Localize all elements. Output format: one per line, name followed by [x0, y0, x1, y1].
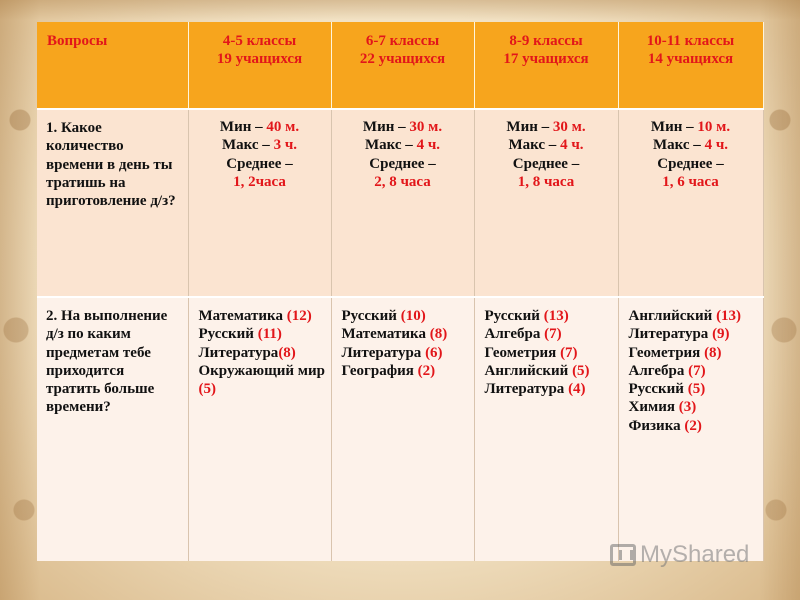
subject-name: Русский — [198, 326, 254, 343]
subject-count: (5) — [198, 381, 216, 398]
min-value: 30 м. — [552, 119, 586, 135]
header-group-cell — [331, 22, 474, 109]
subject-name: Физика — [628, 417, 681, 434]
subjects-cell — [331, 297, 474, 561]
max-value: 4 ч. — [560, 137, 584, 154]
subjects-cell — [618, 297, 763, 561]
avg-label: Среднее – — [226, 155, 293, 172]
time-cell — [331, 109, 474, 297]
time-cell — [618, 109, 763, 297]
header-group-cell — [188, 22, 331, 109]
avg-label: Среднее – — [657, 155, 724, 172]
min-value: 30 м. — [409, 119, 443, 135]
subject-count: (7) — [544, 326, 562, 343]
subject-name: Литература — [198, 344, 279, 361]
table-row-subjects — [37, 297, 763, 561]
subject-count: (13) — [543, 308, 569, 324]
header-students: 17 учащихся — [503, 51, 589, 68]
subject-name: Математика — [341, 326, 426, 343]
min-label: Мин – — [650, 119, 698, 135]
table-row-time — [37, 109, 763, 297]
subjects-cell — [474, 297, 618, 561]
subject-name: Геометрия — [628, 344, 701, 361]
max-value: 4 ч. — [416, 137, 441, 154]
header-grade: 8-9 классы — [509, 33, 583, 49]
subject-count: (2) — [417, 362, 436, 379]
header-grade: 10-11 классы — [646, 33, 735, 49]
min-label: Мин – — [362, 119, 410, 135]
min-value: 40 м. — [266, 119, 300, 135]
subject-count: (5) — [687, 381, 706, 398]
subject-name: Алгебра — [628, 362, 685, 379]
header-students: 19 учащихся — [216, 51, 303, 68]
subject-name: Алгебра — [484, 326, 541, 343]
time-cell — [474, 109, 618, 297]
subject-name: Геометрия — [484, 344, 557, 361]
avg-label: Среднее – — [369, 155, 436, 172]
subject-name: Литература — [484, 381, 565, 398]
ornament-left — [0, 0, 40, 600]
ornament-top — [0, 0, 800, 20]
subject-name: Окружающий мир — [198, 362, 325, 379]
subject-count: (9) — [712, 326, 730, 343]
avg-value: 1, 2часа — [233, 173, 286, 190]
max-label: Макс – — [508, 137, 561, 154]
header-questions-cell — [37, 22, 188, 109]
subject-count: (7) — [560, 344, 578, 361]
max-value: 4 ч. — [704, 137, 729, 154]
min-label: Мин – — [219, 119, 267, 135]
max-label: Макс – — [364, 137, 417, 154]
min-label: Мин – — [506, 119, 553, 135]
question-cell — [37, 297, 188, 561]
subject-count: (5) — [572, 362, 590, 379]
subject-count: (8) — [704, 344, 722, 361]
subject-name: Математика — [198, 308, 283, 324]
subject-name: Литература — [341, 344, 422, 361]
question-text: 1. Какое количество времени в день ты тратишь на приготовление д/з? — [46, 120, 176, 210]
ornament-right — [760, 0, 800, 600]
header-grade: 6-7 классы — [365, 33, 440, 49]
subject-count: (4) — [568, 381, 586, 398]
subject-count: (8) — [429, 326, 448, 343]
avg-value: 1, 8 часа — [517, 173, 575, 190]
time-cell — [188, 109, 331, 297]
avg-value: 2, 8 часа — [374, 173, 431, 190]
max-label: Макс – — [652, 137, 705, 154]
header-group-cell — [618, 22, 763, 109]
min-value: 10 м. — [697, 119, 731, 135]
header-students: 14 учащихся — [647, 51, 734, 68]
watermark-text: MyShared — [640, 541, 750, 568]
question-cell — [37, 109, 188, 297]
subject-count: (10) — [400, 308, 426, 324]
subject-name: Русский — [484, 308, 540, 324]
subject-count: (2) — [684, 417, 702, 434]
watermark — [610, 540, 760, 570]
question-text: 2. На выполнение д/з по каким предметам тебе приходится тратить больше времени? — [46, 308, 168, 416]
subject-name: География — [341, 362, 414, 379]
header-grade: 4-5 классы — [222, 33, 297, 49]
subject-name: Английский — [628, 308, 713, 324]
subject-name: Английский — [484, 362, 569, 379]
subject-name: Химия — [628, 399, 675, 416]
presentation-icon — [610, 544, 636, 566]
subject-count: (6) — [425, 344, 443, 361]
max-value: 3 ч. — [273, 137, 298, 154]
subject-name: Русский — [341, 308, 397, 324]
avg-label: Среднее – — [512, 155, 580, 172]
subjects-cell — [188, 297, 331, 561]
avg-value: 1, 6 часа — [662, 173, 719, 190]
subject-name: Русский — [628, 381, 684, 398]
subject-count: (11) — [257, 326, 282, 343]
header-group-cell — [474, 22, 618, 109]
table-header-row — [37, 22, 763, 109]
subject-name: Литература — [628, 326, 709, 343]
subject-count: (13) — [716, 308, 742, 324]
header-questions-label: Вопросы — [47, 33, 108, 49]
subject-count: (8) — [278, 344, 296, 361]
survey-table — [37, 22, 764, 561]
subject-count: (7) — [688, 362, 706, 379]
subject-count: (12) — [286, 308, 312, 324]
max-label: Макс – — [221, 137, 274, 154]
header-students: 22 учащихся — [359, 51, 446, 68]
subject-count: (3) — [678, 399, 697, 416]
